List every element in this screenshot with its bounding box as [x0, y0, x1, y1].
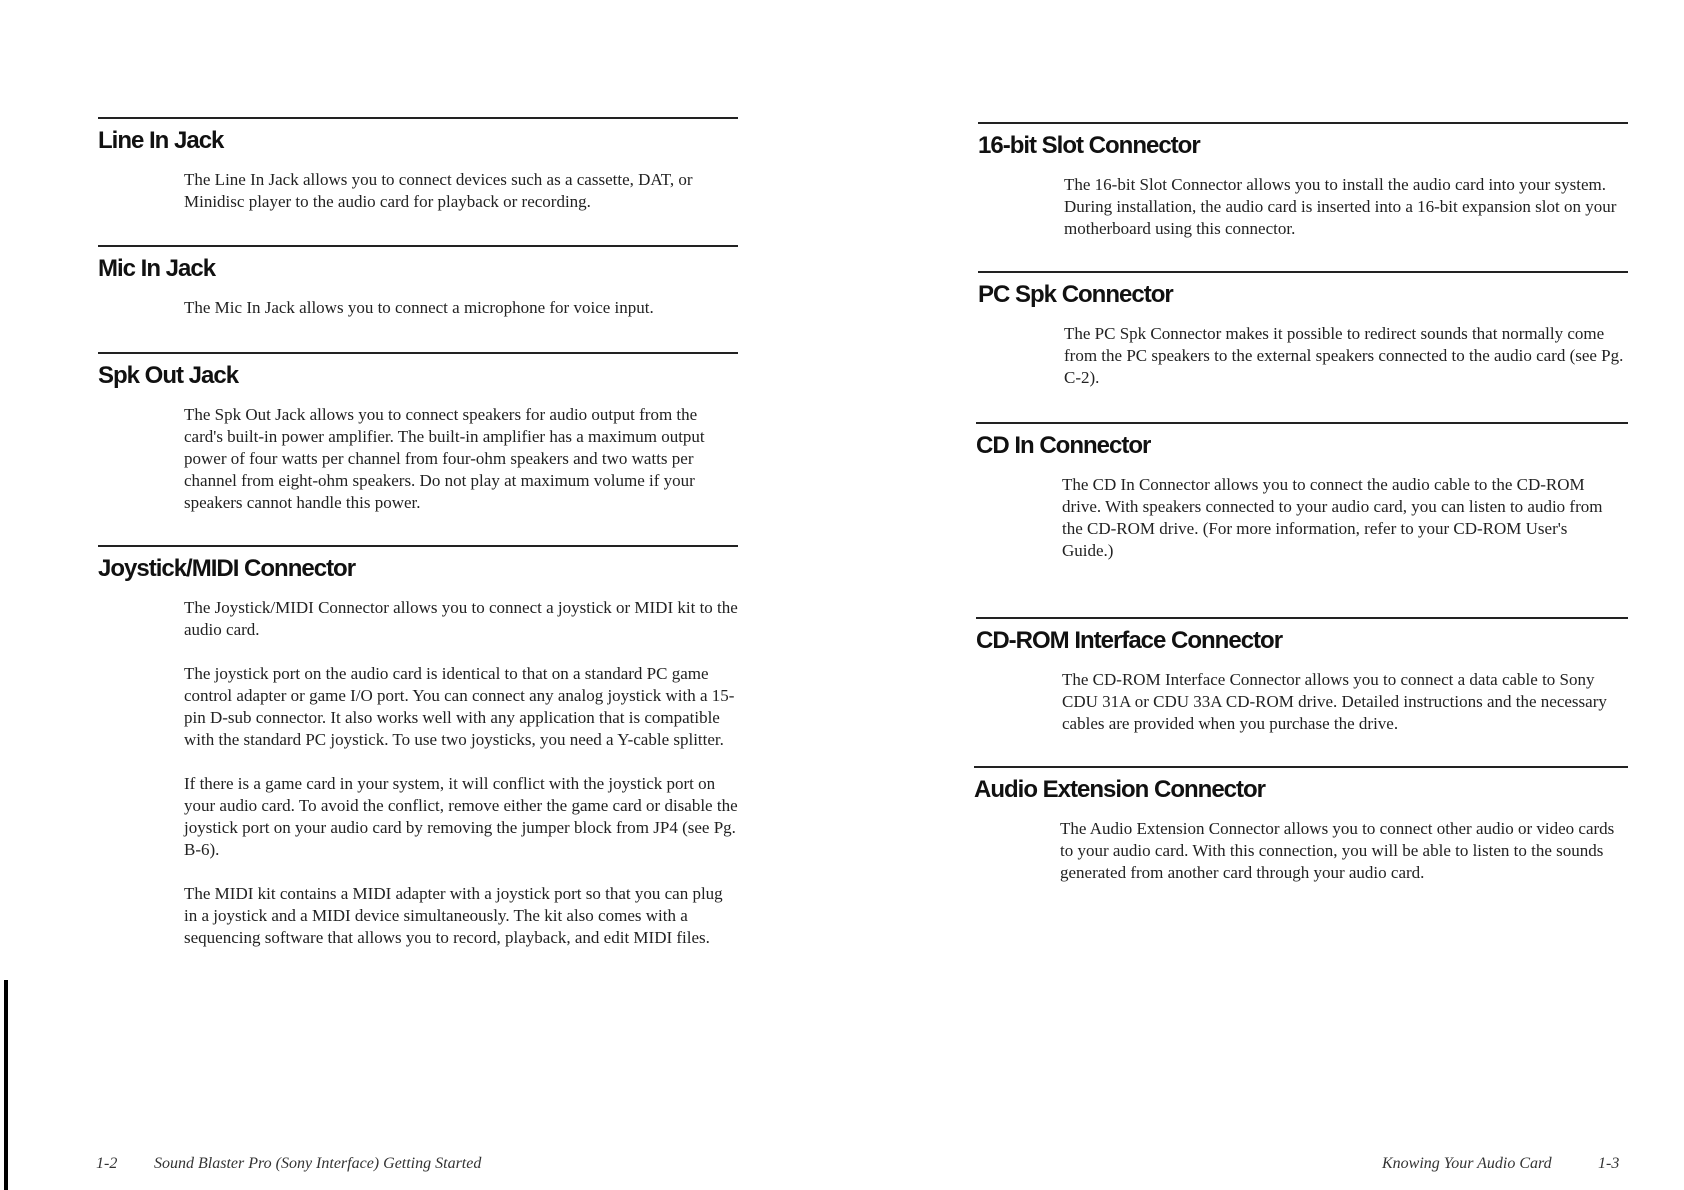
paragraph: The joystick port on the audio card is identical to that on a standard PC game control adapter or game I/O port. You can connect any analog joystick with a 15-pin D-sub connector. It also works well with any application that is compatible with the standard PC joystick. To use two joysticks, you need a Y-cable splitter.	[184, 664, 735, 749]
section-cd-rom-interface-connector	[976, 617, 1628, 735]
section-rule	[98, 352, 738, 354]
section-body	[1062, 474, 1622, 562]
footer-page-number: 1-3	[1598, 1155, 1620, 1172]
section-heading: 16-bit Slot Connector	[978, 132, 1200, 159]
right-page	[842, 0, 1684, 1190]
section-rule	[978, 271, 1628, 273]
section-spk-out-jack	[98, 352, 738, 514]
section-rule	[98, 545, 738, 547]
margin-mark	[4, 980, 8, 1190]
section-body	[1064, 174, 1624, 240]
paragraph: The CD-ROM Interface Connector allows you to connect a data cable to Sony CDU 31A or CDU 33A CD-ROM drive. Detailed instructions and the necessary cables are provided when you purchase the drive.	[1062, 670, 1607, 733]
section-pc-spk-connector	[978, 271, 1628, 389]
section-joystick-midi-connector	[98, 545, 738, 949]
section-body	[184, 169, 724, 213]
section-body	[184, 297, 724, 319]
paragraph: The PC Spk Connector makes it possible to redirect sounds that normally come from the PC speakers to the external speakers connected to the audio card (see Pg. C-2).	[1064, 324, 1624, 387]
paragraph: The 16-bit Slot Connector allows you to install the audio card into your system. During installation, the audio card is inserted into a 16-bit expansion slot on your motherboard using this connector.	[1064, 175, 1617, 238]
section-rule	[98, 245, 738, 247]
paragraph: The MIDI kit contains a MIDI adapter with a joystick port so that you can plug in a joystick and a MIDI device simultaneously. The kit also comes with a sequencing software that allows you to record, playback, and edit MIDI files.	[184, 884, 723, 947]
section-rule	[974, 766, 1628, 768]
section-body	[184, 597, 740, 949]
paragraph: The Audio Extension Connector allows you to connect other audio or video cards to your audio card. With this connection, you will be able to listen to the sounds generated from another card through your audio card.	[1060, 819, 1615, 882]
section-body	[1064, 323, 1630, 389]
paragraph: The Line In Jack allows you to connect devices such as a cassette, DAT, or Minidisc player to the audio card for playback or recording.	[184, 170, 693, 211]
section-rule	[976, 422, 1628, 424]
section-line-in-jack	[98, 117, 738, 213]
section-16-bit-slot-connector	[978, 122, 1628, 240]
paragraph: The Mic In Jack allows you to connect a microphone for voice input.	[184, 298, 654, 317]
section-audio-extension-connector	[974, 766, 1628, 884]
section-heading: CD In Connector	[976, 432, 1151, 459]
footer-book-title: Sound Blaster Pro (Sony Interface) Getting Started	[154, 1155, 482, 1172]
footer-chapter-title: Knowing Your Audio Card	[1382, 1155, 1552, 1172]
section-body	[184, 404, 734, 514]
section-body	[1060, 818, 1626, 884]
section-mic-in-jack	[98, 245, 738, 319]
section-cd-in-connector	[976, 422, 1628, 562]
section-rule	[978, 122, 1628, 124]
section-heading: PC Spk Connector	[978, 281, 1173, 308]
paragraph: If there is a game card in your system, it will conflict with the joystick port on your audio card. To avoid the conflict, remove either the game card or disable the joystick port on your audio card by removing the jumper block from JP4 (see Pg. B-6).	[184, 774, 738, 859]
section-body	[1062, 669, 1622, 735]
section-heading: Spk Out Jack	[98, 362, 239, 389]
section-heading: Line In Jack	[98, 127, 224, 154]
footer-page-number: 1-2	[96, 1155, 118, 1172]
section-heading: Audio Extension Connector	[974, 776, 1266, 803]
section-heading: Joystick/MIDI Connector	[98, 555, 356, 582]
section-heading: Mic In Jack	[98, 255, 216, 282]
paragraph: The Spk Out Jack allows you to connect speakers for audio output from the card's built-in power amplifier. The built-in amplifier has a maximum output power of four watts per channel from four-ohm speakers and two watts per channel from eight-ohm speakers. Do not play at maximum volume if your speakers cannot handle this power.	[184, 405, 705, 512]
section-rule	[98, 117, 738, 119]
section-rule	[976, 617, 1628, 619]
paragraph: The Joystick/MIDI Connector allows you to connect a joystick or MIDI kit to the audio card.	[184, 598, 738, 639]
paragraph: The CD In Connector allows you to connect the audio cable to the CD-ROM drive. With speakers connected to your audio card, you can listen to audio from the CD-ROM drive. (For more information, refer to your CD-ROM User's Guide.)	[1062, 475, 1603, 560]
section-heading: CD-ROM Interface Connector	[976, 627, 1283, 654]
